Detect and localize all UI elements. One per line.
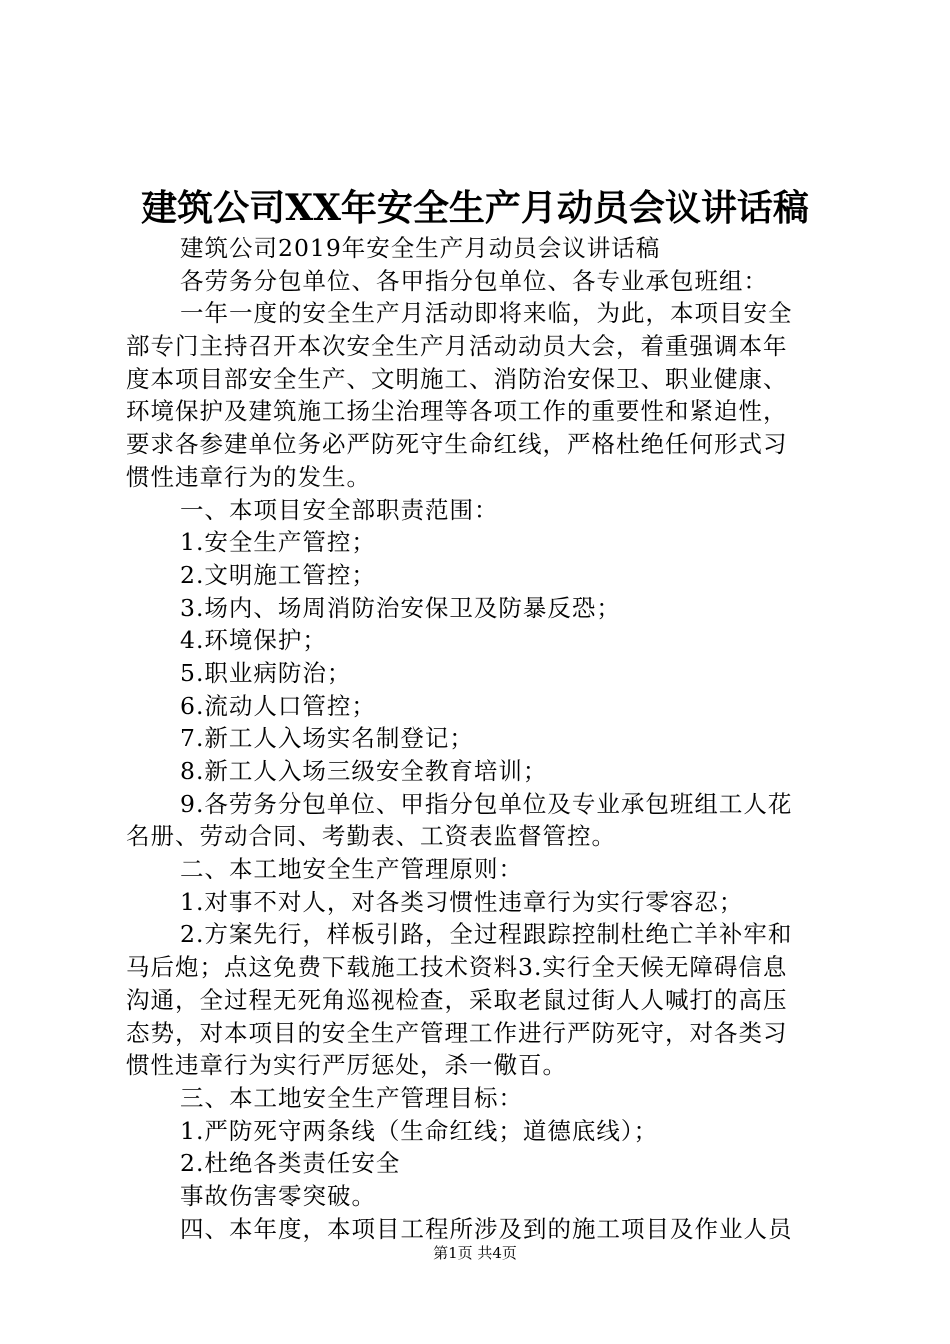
paragraph-line: 名册、劳动合同、考勤表、工资表监督管控。 [126, 822, 616, 851]
paragraph-line: 3.场内、场周消防治安保卫及防暴反恐； [180, 593, 621, 622]
document-body [126, 232, 834, 1245]
paragraph-line: 二、本工地安全生产管理原则： [180, 855, 523, 884]
paragraph-line: 要求各参建单位务必严防死守生命红线，严格杜绝任何形式习 [126, 430, 788, 459]
paragraph-line: 一、本项目安全部职责范围： [180, 495, 499, 524]
paragraph-line: 环境保护及建筑施工扬尘治理等各项工作的重要性和紧迫性， [126, 397, 788, 426]
paragraph-line: 2.文明施工管控； [180, 560, 376, 589]
document-title: 建筑公司XX年安全生产月动员会议讲话稿 [141, 187, 809, 229]
paragraph-line: 各劳务分包单位、各甲指分包单位、各专业承包班组： [180, 266, 768, 295]
paragraph-line: 沟通，全过程无死角巡视检查，采取老鼠过街人人喊打的高压 [126, 985, 788, 1014]
page-footer: 第1页 共4页 [433, 1244, 517, 1262]
paragraph-line: 4.环境保护； [180, 626, 327, 655]
paragraph-line: 马后炮；点这免费下载施工技术资料3.实行全天候无障碍信息 [126, 953, 788, 982]
paragraph-line: 部专门主持召开本次安全生产月活动动员大会，着重强调本年 [126, 332, 788, 361]
paragraph-line: 2.杜绝各类责任安全 [180, 1149, 401, 1178]
paragraph-line: 1.安全生产管控； [180, 528, 376, 557]
paragraph-line: 7.新工人入场实名制登记； [180, 724, 474, 753]
paragraph-line: 建筑公司2019年安全生产月动员会议讲话稿 [180, 234, 661, 262]
paragraph-line: 6.流动人口管控； [180, 691, 376, 720]
paragraph-line: 惯性违章行为实行严厉惩处，杀一儆百。 [126, 1051, 567, 1080]
paragraph-line: 四、本年度，本项目工程所涉及到的施工项目及作业人员 [180, 1214, 793, 1243]
paragraph-line: 度本项目部安全生产、文明施工、消防治安保卫、职业健康、 [126, 364, 788, 393]
paragraph-line: 9.各劳务分包单位、甲指分包单位及专业承包班组工人花 [180, 789, 793, 818]
paragraph-line: 一年一度的安全生产月活动即将来临，为此，本项目安全 [180, 299, 793, 328]
paragraph-line: 事故伤害零突破。 [180, 1181, 376, 1210]
paragraph-line: 2.方案先行，样板引路，全过程跟踪控制杜绝亡羊补牢和 [180, 920, 793, 949]
paragraph-line: 8.新工人入场三级安全教育培训； [180, 757, 548, 785]
paragraph-line: 三、本工地安全生产管理目标： [180, 1083, 523, 1112]
paragraph-line: 态势，对本项目的安全生产管理工作进行严防死守，对各类习 [126, 1018, 788, 1047]
paragraph-line: 5.职业病防治； [180, 658, 352, 687]
paragraph-line: 1.对事不对人，对各类习惯性违章行为实行零容忍； [180, 887, 744, 916]
paragraph-line: 1.严防死守两条线（生命红线；道德底线）； [180, 1116, 659, 1145]
paragraph-line: 惯性违章行为的发生。 [126, 462, 371, 491]
